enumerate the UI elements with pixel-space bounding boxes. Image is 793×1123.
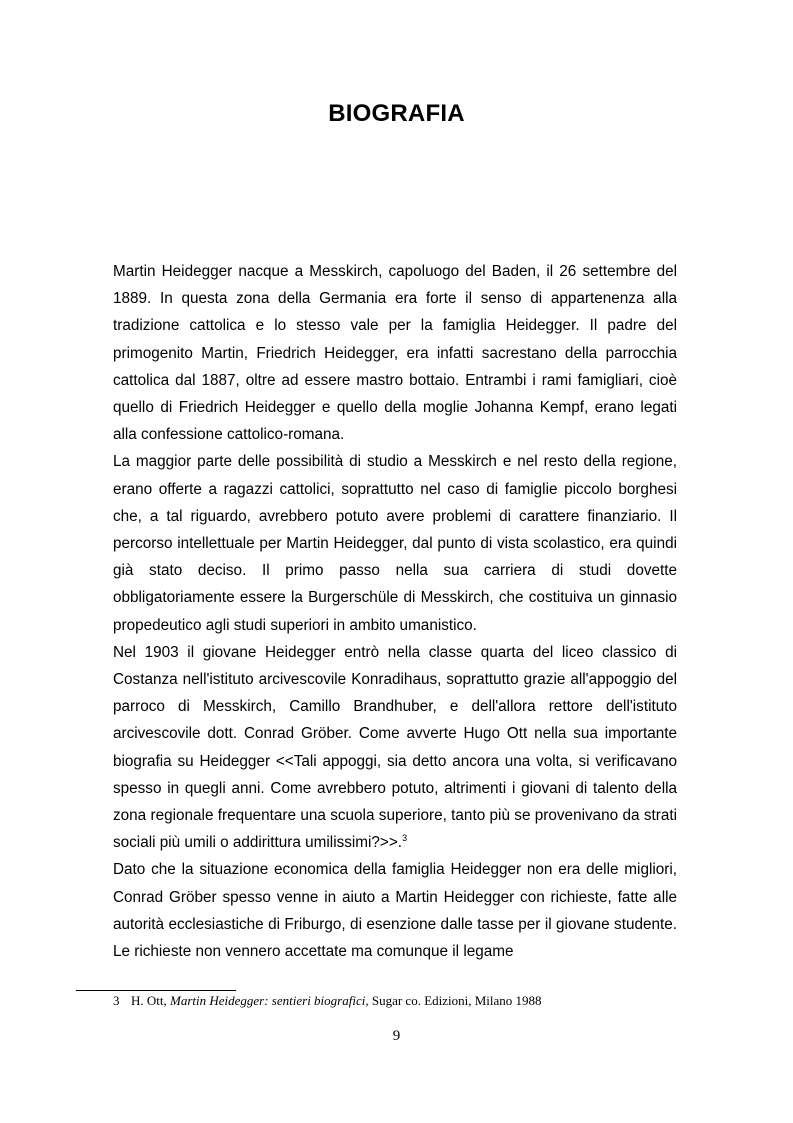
- page-number: 9: [392, 1028, 401, 1044]
- footnote-reference[interactable]: 3: [402, 833, 408, 844]
- paragraph-1: Martin Heidegger nacque a Messkirch, capoluogo del Baden, il 26 settembre del 1889. In questa zona della Germania era forte il senso di appartenenza alla tradizione cattolica e lo stesso vale per la famiglia Heidegger. Il padre del primogenito Martin, Friedrich Heidegger, era infatti sacrestano della parrocchia cattolica dal 1887, oltre ad essere mastro bottaio. Entrambi i rami famigliari, cioè quello di Friedrich Heidegger e quello della moglie Johanna Kempf, erano legati alla confessione cattolico-romana.: [113, 263, 677, 444]
- paragraph-2: La maggior parte delle possibilità di studio a Messkirch e nel resto della regione, erano offerte a ragazzi cattolici, soprattutto nel caso di famiglie piccolo borghesi che, a tal riguardo, avrebbero potuto avere problemi di carattere finanziario. Il percorso intellettuale per Martin Heidegger, dal punto di vista scolastico, era quindi già stato deciso. Il primo passo nella sua carriera di studi dovette obbligatoriamente essere la Burgerschüle di Messkirch, che costituiva un ginnasio propedeutico agli studi superiori in ambito umanistico.: [113, 453, 677, 634]
- footnote-author: H. Ott,: [131, 993, 167, 1008]
- paragraph-3-text: Nel 1903 il giovane Heidegger entrò nella classe quarta del liceo classico di Costanza nell'istituto arcivescovile Konradihaus, soprattutto grazie all'appoggio del parroco di Messkirch, Camillo Brandhuber, e dell'allora rettore dell'istituto arcivescovile dott. Conrad Gröber. Come avverte Hugo Ott nella sua importante biografia su Heidegger <<Tali appoggi, sia detto ancora una volta, si verificavano spesso in quegli anni. Come avrebbero potuto, altrimenti i giovani di talento della zona regionale frequentare una scuola superiore, tanto più se provenivano da strati sociali più umili o addirittura umilissimi?>>.: [113, 643, 677, 852]
- footnote-book-title: Martin Heidegger: sentieri biografici: [170, 993, 366, 1008]
- paragraph-4: Dato che la situazione economica della famiglia Heidegger non era delle migliori, Conrad Gröber spesso venne in aiuto a Martin Heidegger con richieste, fatte alle autorità ecclesiastiche di Friburgo, di esenzione dalle tasse per il giovane studente. Le richieste non vennero accettate ma comunque il legame: [113, 861, 677, 961]
- footnote-divider: [76, 990, 236, 991]
- footnote-number: 3: [113, 993, 120, 1008]
- page-title: BIOGRAFIA: [328, 100, 465, 127]
- footnote: [113, 993, 713, 1009]
- body-text: [113, 258, 677, 965]
- footnote-publisher: , Sugar co. Edizioni, Milano 1988: [365, 993, 542, 1008]
- paragraph-3: [113, 639, 677, 857]
